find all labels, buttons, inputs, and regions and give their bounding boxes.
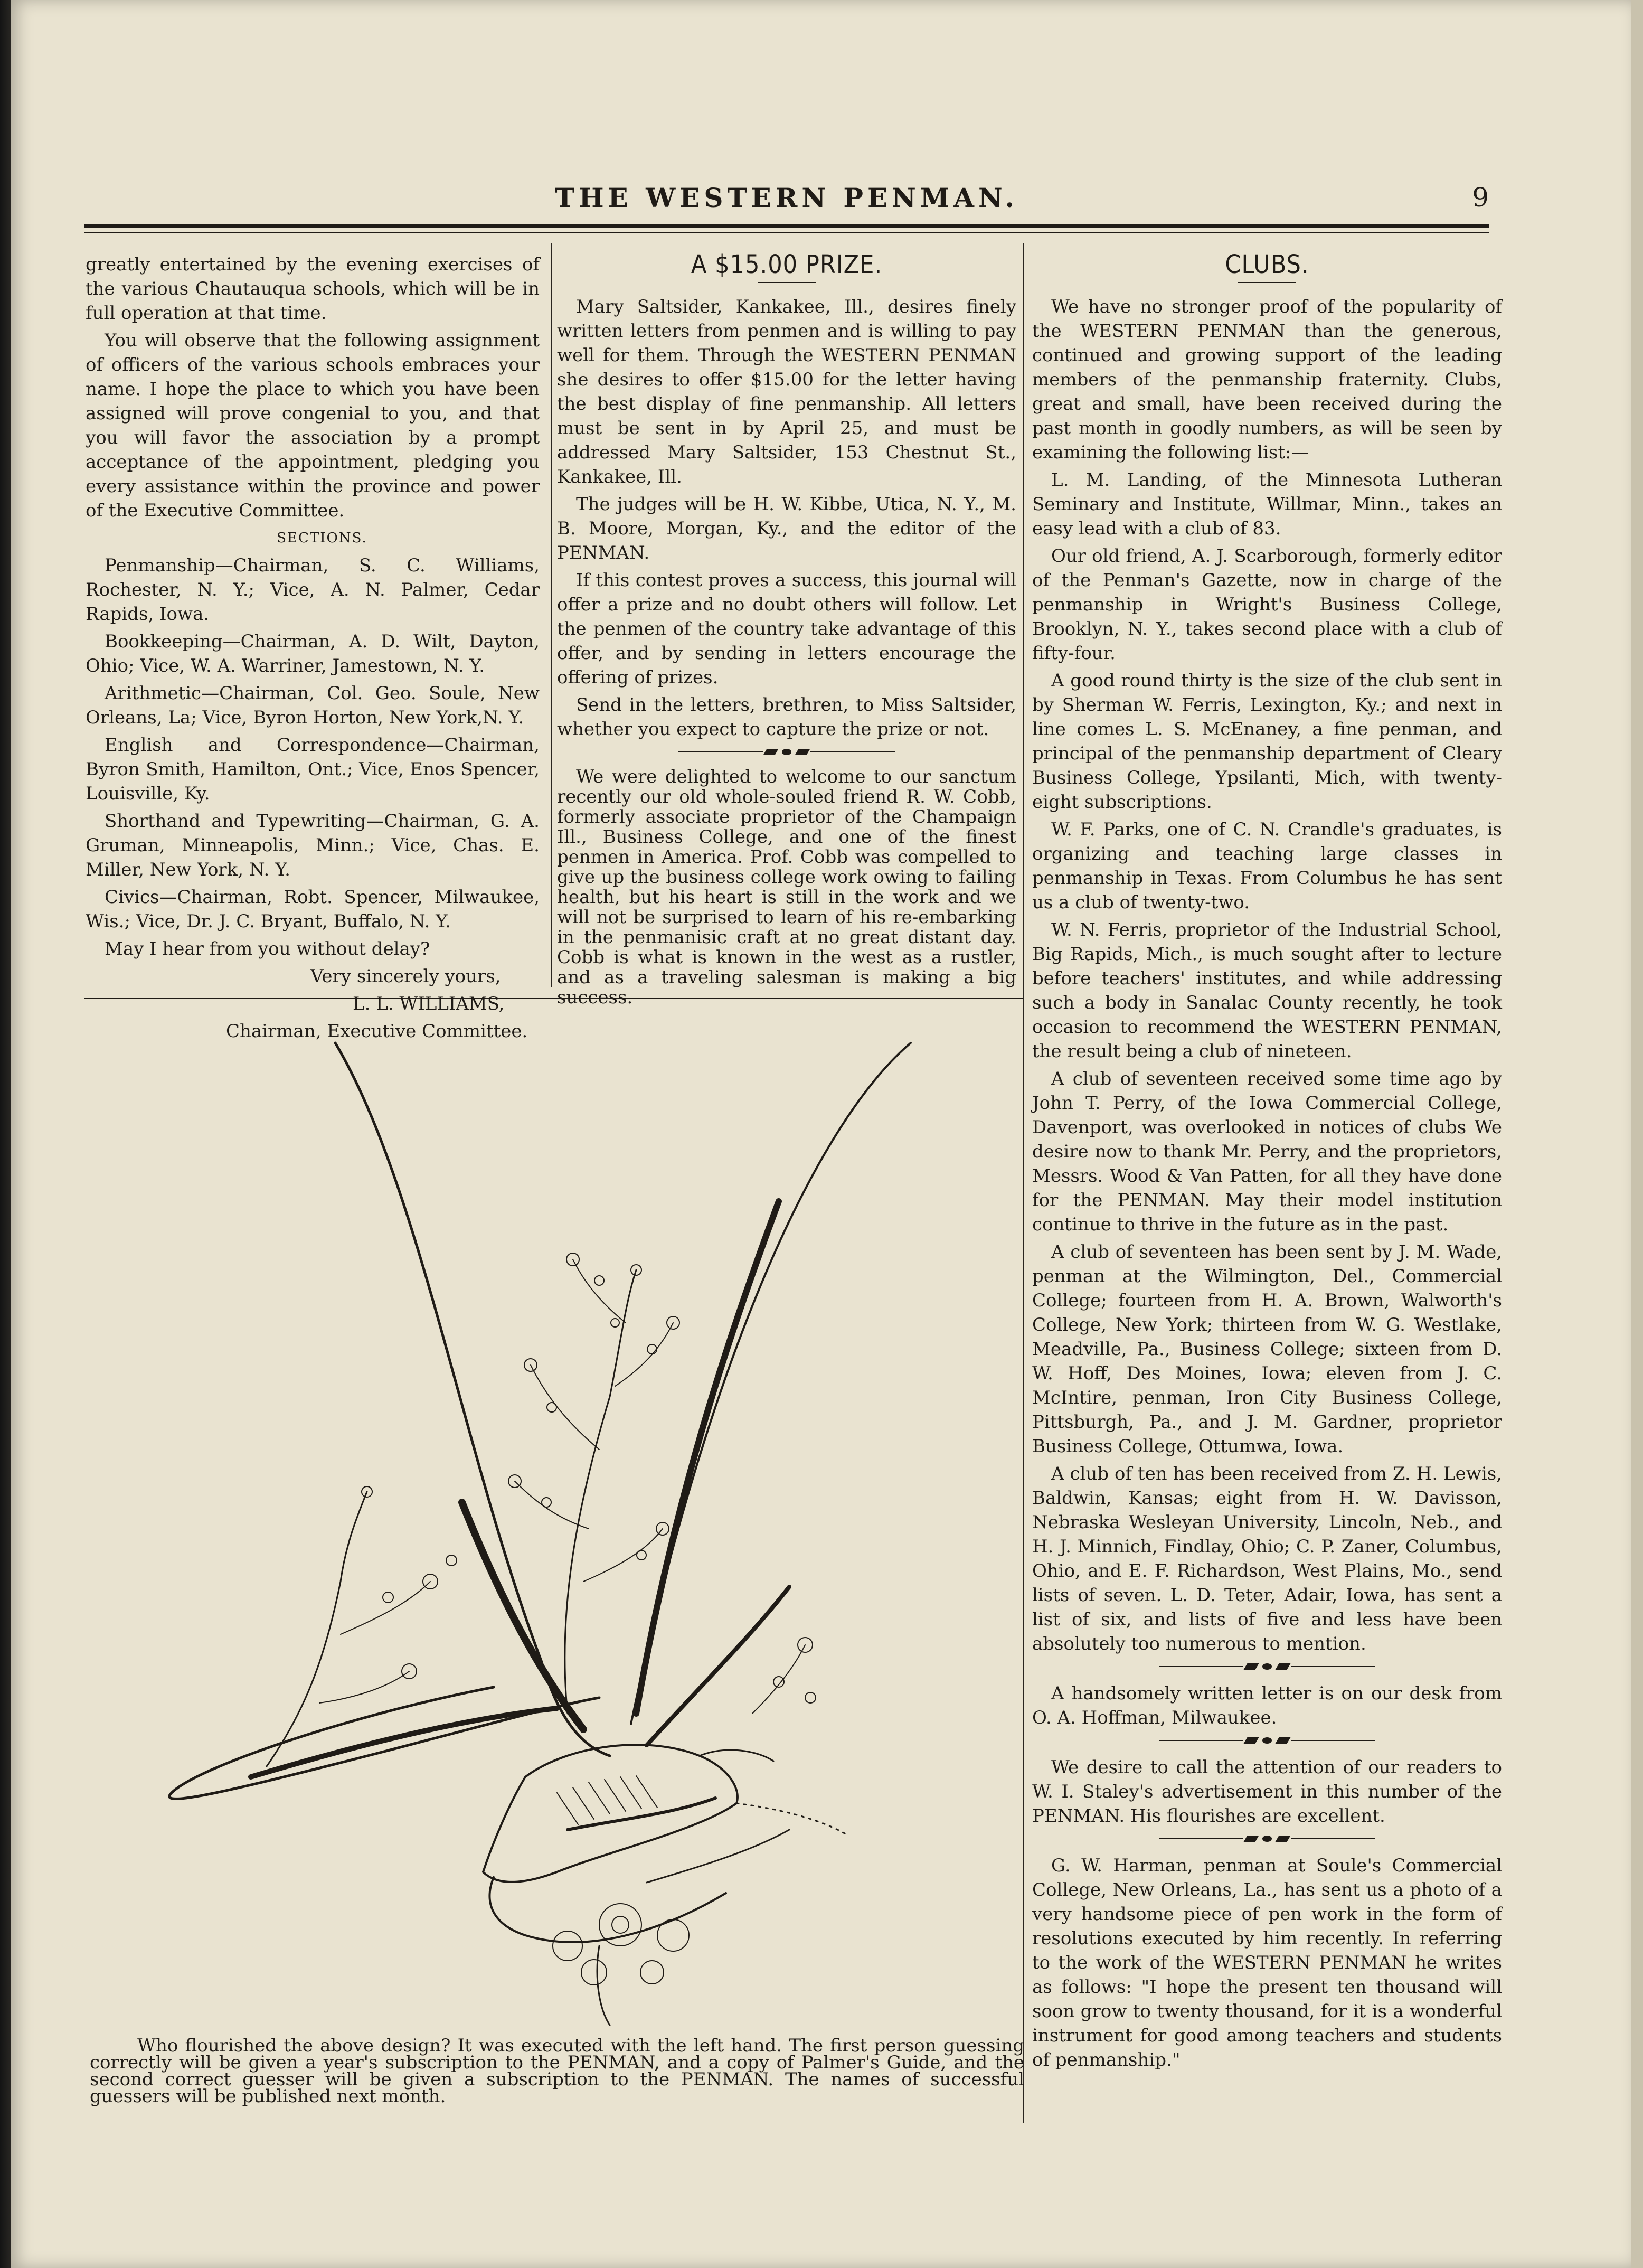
illustration-caption [90,2037,1024,2105]
clubs-paragraph: We have no stronger proof of the popularity of the WESTERN PENMAN than the generous, continued and growing support of the leading members of the penmanship fraternity. Clubs, great and small, have been received during the past month in goodly numbers, as will be seen by examining the following list:— [1032,296,1502,463]
header-rule-thin [84,232,1489,233]
column-1 [86,252,540,1047]
section-item: Arithmetic—Chairman, Col. Geo. Soule, New Orleans, La; Vice, Byron Horton, New York,N. Y. [86,683,540,728]
ornament-divider [557,749,1016,755]
heading-underline [1238,282,1296,283]
note-paragraph: We desire to call the attention of our readers to W. I. Staley's advertisement in this number of the PENMAN. His flourishes are excellent. [1032,1757,1502,1827]
column-3 [1032,252,1502,2075]
signer-title: Chairman, Executive Committee. [226,1021,528,1042]
flourished-bird-and-flowers-drawing-icon [92,1027,1016,2030]
signer-name: L. L. WILLIAMS, [353,993,505,1014]
section-item: English and Correspondence—Chairman, Byron Smith, Hamilton, Ont.; Vice, Enos Spencer, Louisville, Ky. [86,735,540,804]
page-header [84,182,1489,214]
prize-paragraph: If this contest proves a success, this journal will offer a prize and no doubt others will follow. Let the penmen of the country take advantage of this offer, and by sending in letters encourage the offering of prizes. [557,570,1016,688]
prize-paragraph: Mary Saltsider, Kankakee, Ill., desires finely written letters from penmen and is willing to pay well for them. Through the WESTERN PENMAN she desires to offer $15.00 for the letter having the best display of fine penmanship. All letters must be sent in by April 25, and must be addressed Mary Saltsider, 153 Chestnut St., Kankakee, Ill. [557,296,1016,487]
note-paragraph: A handsomely written letter is on our desk from O. A. Hoffman, Milwaukee. [1032,1683,1502,1728]
clubs-paragraph: A club of seventeen received some time ago by John T. Perry, of the Iowa Commercial College, Davenport, was overlooked in notices of clubs We desire now to thank Mr. Perry, and the proprietors, Messrs. Wood & Van Patten, for all they have done for the PENMAN. May their model institution continue to thrive in the future as in the past. [1032,1068,1502,1235]
section-item: Penmanship—Chairman, S. C. Williams, Rochester, N. Y.; Vice, A. N. Palmer, Cedar Rapids, Iowa. [86,555,540,625]
header-rule-thick [84,224,1489,228]
prize-heading: A $15.00 PRIZE. [691,250,883,279]
heading-underline [758,282,816,283]
clubs-paragraph: W. N. Ferris, proprietor of the Industrial School, Big Rapids, Mich., is much sought after to lecture before teachers' institutes, and while addressing such a body in Sanalac County recently, he took occasion to recommend the WESTERN PENMAN, the result being a club of nineteen. [1032,919,1502,1062]
clubs-paragraph: A good round thirty is the size of the club sent in by Sherman W. Ferris, Lexington, Ky.; and next in line comes L. S. McEnaney, a fine penman, and principal of the penmanship department of Cleary Business College, Ypsilanti, Mich, with twenty-eight subscriptions. [1032,670,1502,813]
section-item: Bookkeeping—Chairman, A. D. Wilt, Dayton, Ohio; Vice, W. A. Warriner, Jamestown, N. Y. [86,631,540,676]
ornament-divider [1032,1836,1502,1842]
clubs-heading: CLUBS. [1225,250,1309,279]
clubs-paragraph: A club of seventeen has been sent by J. M. Wade, penman at the Wilmington, Del., Commercial College; fourteen from H. A. Brown, Walworth's College, New York; thirteen from W. G. Westlake, Meadville, Pa., Business College; sixteen from D. W. Hoff, Des Moines, Iowa; eleven from J. C. McIntire, penman, Iron City Business College, Pittsburgh, Pa., and J. M. Gardner, proprietor Business College, Ottumwa, Iowa. [1032,1241,1502,1457]
closing-question: May I hear from you without delay? [105,938,430,959]
cobb-paragraph: We were delighted to welcome to our sanctum recently our old whole-souled friend R. W. Cobb, formerly associate proprietor of the Champaign Ill., Business College, and one of the finest penmen in America. Prof. Cobb was compelled to give up the business college work owing to failing health, but his heart is still in the work and we will not be surprised to learn of his re-embarking in the penmanisic craft at no great distant day. Cobb is what is known in the west as a rustler, and as a traveling salesman is making a big success. [557,766,1016,1008]
ornament-divider [1032,1663,1502,1670]
section-item: Civics—Chairman, Robt. Spencer, Milwaukee, Wis.; Vice, Dr. J. C. Bryant, Buffalo, N. Y. [86,887,540,932]
caption-text: Who flourished the above design? It was executed with the left hand. The first person guessing correctly will be given a year's subscription to the PENMAN, and a copy of Palmer's Guide, and the second correct guesser will be given a subscription to the PENMAN. The names of successful guessers will be published next month. [90,2035,1024,2107]
col1-paragraph: You will observe that the following assignment of officers of the various schools embraces your name. I hope the place to which you have been assigned will prove congenial to you, and that you will favor the association by a prompt acceptance of the appointment, pledging you every assistance within the province and power of the Executive Committee. [86,330,540,521]
column-rule-2 [1023,243,1024,2123]
col1-paragraph: greatly entertained by the evening exercises of the various Chautauqua schools, which will be in full operation at that time. [86,254,540,324]
masthead-title: THE WESTERN PENMAN. [555,182,1018,213]
sections-heading: SECTIONS. [277,530,367,546]
clubs-paragraph: Our old friend, A. J. Scarborough, formerly editor of the Penman's Gazette, now in charge of the penmanship in Wright's Business College, Brooklyn, N. Y., takes second place with a club of fifty-four. [1032,545,1502,664]
closing-salutation: Very sincerely yours, [310,966,501,987]
clubs-paragraph: L. M. Landing, of the Minnesota Lutheran Seminary and Institute, Willmar, Minn., takes an easy lead with a club of 83. [1032,469,1502,539]
section-item: Shorthand and Typewriting—Chairman, G. A. Gruman, Minneapolis, Minn.; Vice, Chas. E. Miller, New York, N. Y. [86,811,540,880]
column-2 [557,252,1016,1011]
prize-paragraph: Send in the letters, brethren, to Miss Saltsider, whether you expect to capture the prize or not. [557,694,1016,740]
prize-paragraph: The judges will be H. W. Kibbe, Utica, N. Y., M. B. Moore, Morgan, Ky., and the editor of the PENMAN. [557,494,1016,563]
note-paragraph: G. W. Harman, penman at Soule's Commercial College, New Orleans, La., has sent us a photo of a very handsome piece of pen work in the form of resolutions executed by him recently. In referring to the work of the WESTERN PENMAN he writes as follows: "I hope the present ten thousand will soon grow to twenty thousand, for it is a wonderful instrument for good among teachers and students of penmanship." [1032,1855,1502,2071]
column-rule-1 [551,243,552,987]
clubs-paragraph: A club of ten has been received from Z. H. Lewis, Baldwin, Kansas; eight from H. W. Davisson, Nebraska Wesleyan University, Lincoln, Neb., and H. J. Minnich, Findlay, Ohio; C. P. Zaner, Columbus, Ohio, and E. F. Richardson, West Plains, Mo., send lists of seven. L. D. Teter, Adair, Iowa, has sent a list of six, and lists of five and less have been absolutely too numerous to mention. [1032,1463,1502,1654]
clubs-paragraph: W. F. Parks, one of C. N. Crandle's graduates, is organizing and teaching large classes in penmanship in Texas. From Columbus he has sent us a club of twenty-two. [1032,819,1502,913]
page-number: 9 [1472,182,1489,213]
ornament-divider [1032,1737,1502,1744]
